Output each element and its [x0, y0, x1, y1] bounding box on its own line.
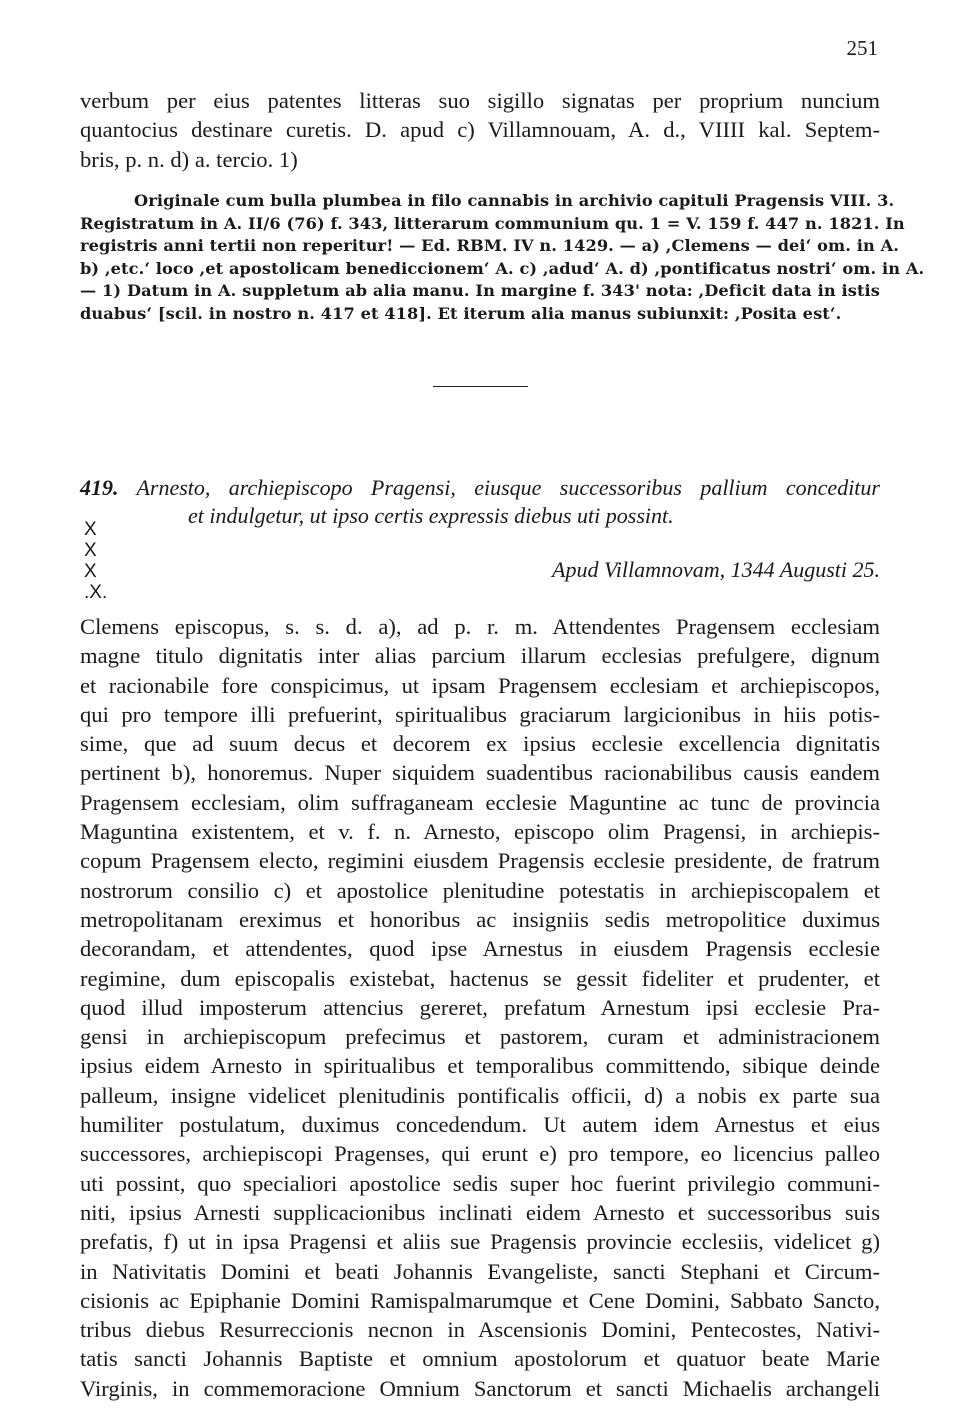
top-text-block	[80, 86, 880, 174]
text-line: verbum per eius patentes litteras suo sigillo signatas per proprium nuncium	[80, 88, 880, 113]
page-number: 251	[846, 36, 878, 60]
heading-title: Arnesto, archiepiscopo Pragensi, eiusque successoribus pallium conceditur	[136, 475, 880, 500]
text-line: decorandam, et attendentes, quod ipse Arnestus in eiusdem Pragensis ecclesie	[80, 936, 880, 962]
text-line: et racionabile fore conspicimus, ut ipsam Pragensem ecclesiam et archiepiscopos,	[80, 672, 880, 698]
text-line: niti, ipsius Arnesti supplicacionibus inclinati eidem Arnesto et successoribus suis	[80, 1199, 880, 1225]
document-number: 419.	[80, 475, 119, 500]
text-line: uti possint, quo specialiori apostolice sedis super hoc fuerint privilegio communi-	[80, 1170, 880, 1196]
text-line: palleum, insigne videlicet plenitudinis pontificalis officii, d) a nobis ex parte sua	[80, 1082, 880, 1108]
text-line: qui pro tempore illi prefuerint, spiritualibus graciarum largicionibus in hiis potis-	[80, 701, 880, 727]
separator-rule	[433, 386, 528, 387]
text-line: quantocius destinare curetis. D. apud c) Villamnouam, A. d., VIIII kal. Septem-	[80, 117, 880, 143]
note-line: Registratum in A. II/6 (76) f. 343, litterarum communium qu. 1 = V. 159 f. 447 n. 1821. In	[80, 213, 905, 233]
text-line: sime, que ad suum decus et decorem ex ipsius ecclesie excellencia dignitatis	[80, 731, 880, 757]
text-line: humiliter postulatum, duximus concedendum. Ut autem idem Arnestus et eius	[80, 1112, 880, 1138]
text-line: Virginis, in commemoracione Omnium Sanctorum et sancti Michaelis archangeli	[80, 1375, 880, 1401]
text-line: quod illud imposterum attencius gereret, prefatum Arnestum ipsi ecclesie Pra-	[80, 994, 880, 1020]
register-mark: X	[84, 519, 97, 540]
note-line: registris anni tertii non reperitur! — Ed. RBM. IV n. 1429. — a) ,Clemens — dei‘ om. in A.	[80, 236, 899, 256]
register-marks	[84, 519, 107, 603]
register-mark: .X.	[84, 582, 108, 603]
document-heading	[80, 474, 880, 530]
note-line: duabus‘ [scil. in nostro n. 417 et 418]. Et iterum alia manus subiunxit: ,Posita est‘.	[80, 303, 842, 323]
main-text-block	[80, 612, 880, 1403]
text-line: Clemens episcopus, s. s. d. a), ad p. r. m. Attendentes Pragensem ecclesiam	[80, 614, 880, 639]
text-line: ipsius eidem Arnesto in spiritualibus et temporalibus committendo, sibique deinde	[80, 1053, 880, 1079]
text-line: regimine, dum episcopalis existebat, hactenus se gessit fideliter et prudenter, et	[80, 965, 880, 991]
text-line: Pragensem ecclesiam, olim suffraganeam ecclesie Maguntine ac tunc de provincia	[80, 789, 880, 815]
note-line: — 1) Datum in A. suppletum ab alia manu. In margine f. 343' nota: ,Deficit data in istis	[80, 281, 880, 301]
place-date: Apud Villamnovam, 1344 Augusti 25.	[552, 557, 880, 582]
note-line: Originale cum bulla plumbea in filo cannabis in archivio capituli Pragensis VIII. 3.	[134, 191, 895, 210]
text-line: cisionis ac Epiphanie Domini Ramispalmarumque et Cene Domini, Sabbato Sancto,	[80, 1287, 880, 1313]
text-line: prefatis, f) ut in ipsa Pragensi et aliis sue Pragensis provincie ecclesiis, videlicet g)	[80, 1229, 880, 1255]
text-line: tribus diebus Resurreccionis necnon in Ascensionis Domini, Pentecostes, Nativi-	[80, 1317, 880, 1343]
text-line: pertinent b), honoremus. Nuper siquidem suadentibus racionabilibus causis eandem	[80, 760, 880, 786]
text-line: successores, archiepiscopi Pragenses, qui erunt e) pro tempore, eo licencius palleo	[80, 1141, 880, 1167]
text-line: tatis sancti Johannis Baptiste et omnium apostolorum et quatuor beate Marie	[80, 1346, 880, 1372]
footnote-block	[80, 190, 925, 326]
text-line: gensi in archiepiscopum prefecimus et pastorem, curam et administracionem	[80, 1024, 880, 1050]
text-line: in Nativitatis Domini et beati Johannis Evangeliste, sancti Stephani et Circum-	[80, 1258, 880, 1284]
heading-line-2: et indulgetur, ut ipso certis expressis diebus uti possint.	[188, 503, 674, 528]
register-mark: X	[84, 561, 97, 582]
text-line: copum Pragensem electo, regimini eiusdem Pragensis ecclesie presidente, de fratrum	[80, 848, 880, 874]
text-line: magne titulo dignitatis inter alias parcium illarum ecclesias prefulgere, dignum	[80, 643, 880, 669]
text-line: metropolitanam ereximus et honoribus ac insigniis sedis metropolitice duximus	[80, 906, 880, 932]
text-line: Maguntina existentem, et v. f. n. Arnesto, episcopo olim Pragensi, in archiepis-	[80, 819, 880, 845]
register-mark: X	[84, 540, 97, 561]
heading-line-1	[80, 474, 880, 502]
text-line: nostrorum consilio c) et apostolice plenitudine potestatis in archiepiscopalem et	[80, 877, 880, 903]
note-line: b) ,etc.‘ loco ,et apostolicam benediccionem‘ A. c) ,adud‘ A. d) ,pontificatus nostri‘ om. in A.	[80, 258, 925, 278]
text-line: bris, p. n. d) a. tercio. 1)	[80, 146, 298, 172]
